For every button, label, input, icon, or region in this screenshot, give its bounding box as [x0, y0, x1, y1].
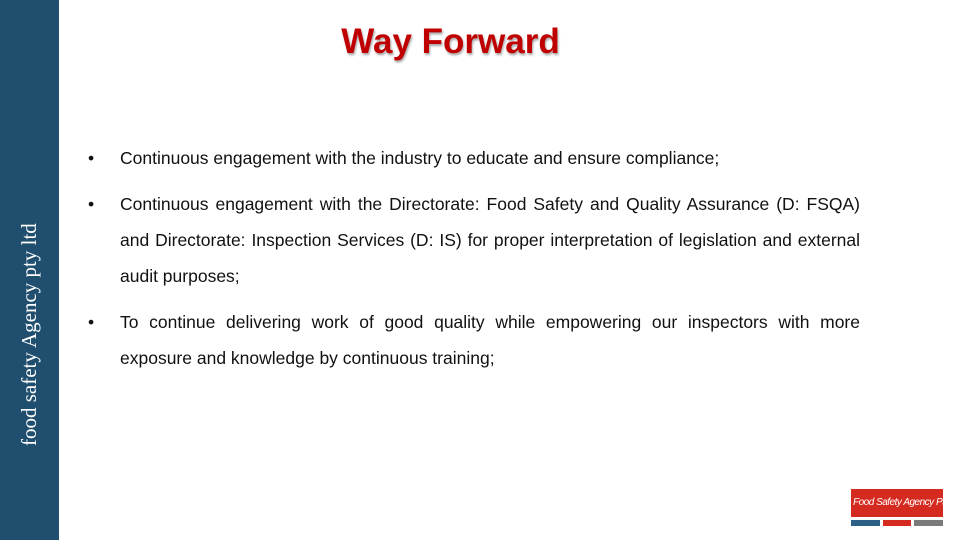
sidebar-company-name: food safety Agency pty ltd — [17, 223, 41, 446]
bullet-text: To continue delivering work of good quality while empowering our inspectors with more exposure and knowledge by continuous training; — [120, 312, 860, 368]
bullet-icon: • — [88, 312, 95, 332]
slide-title: Way Forward — [341, 22, 560, 61]
bullet-icon: • — [88, 194, 95, 214]
logo-stripe-red — [883, 520, 912, 526]
company-logo — [851, 489, 960, 527]
bullet-icon: • — [88, 148, 95, 168]
bullet-item — [88, 186, 860, 294]
bullet-text: Continuous engagement with the Directorate: Food Safety and Quality Assurance (D: FSQA) and Directorate: Inspection Services (D: IS) for proper interpretation of legislation and external audit purposes; — [120, 194, 860, 286]
logo-stripe-gray — [914, 520, 943, 526]
logo-stripes — [851, 520, 943, 526]
logo-stripe-blue — [851, 520, 880, 526]
bullet-item — [88, 304, 860, 376]
bullet-list — [88, 140, 860, 386]
bullet-text: Continuous engagement with the industry to educate and ensure compliance; — [120, 148, 720, 168]
bullet-item — [88, 140, 860, 176]
sidebar — [0, 0, 59, 540]
logo-wordmark: Food Safety Agency Pty ltd — [851, 489, 943, 517]
